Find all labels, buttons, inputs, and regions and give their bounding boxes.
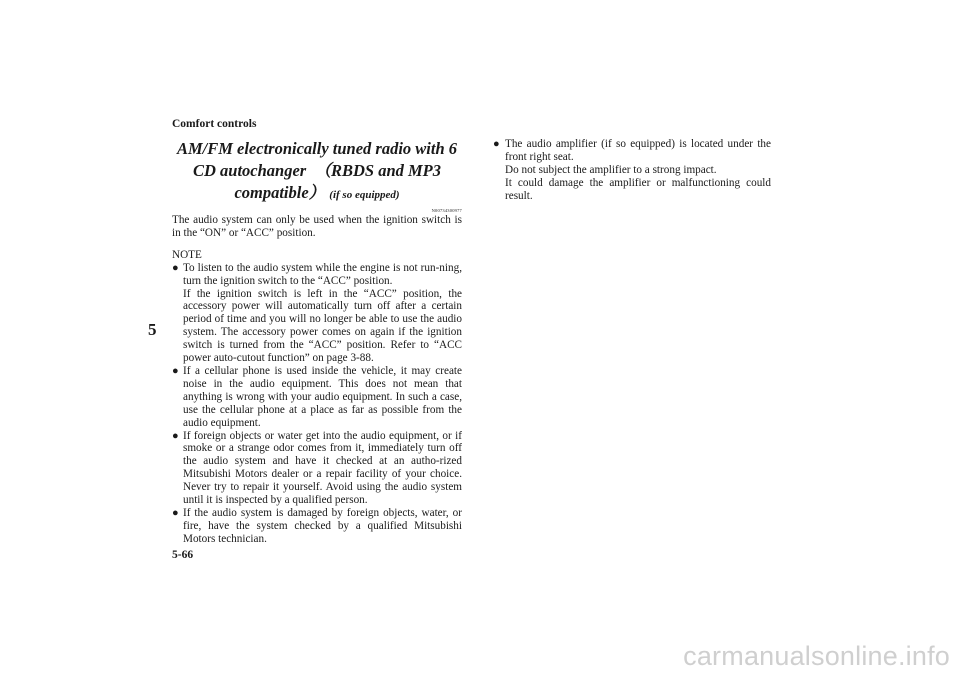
- note-item: [172, 262, 462, 365]
- note-list: [172, 262, 462, 546]
- note-item: [172, 430, 462, 507]
- note-item: [493, 138, 771, 203]
- note-item: [172, 507, 462, 546]
- left-column: [172, 138, 462, 546]
- bullet-icon: ●: [172, 506, 179, 519]
- bullet-icon: ●: [493, 138, 500, 150]
- note-item-text: The audio amplifier (if so equipped) is located under the front right seat.: [505, 138, 771, 163]
- note-item-text: If the audio system is damaged by foreign objects, water, or fire, have the system checked by a qualified Mitsubishi Motors technician.: [183, 506, 462, 545]
- note-label: NOTE: [172, 248, 202, 261]
- section-title: [172, 138, 462, 206]
- watermark: carmanualsonline.info: [683, 641, 950, 671]
- right-column: [493, 138, 771, 203]
- page-number: 5-66: [172, 549, 194, 561]
- intro-paragraph: The audio system can only be used when the ignition switch is in the “ON” or “ACC” position.: [172, 214, 462, 239]
- section-header: Comfort controls: [172, 118, 257, 130]
- note-item-continuation: If the ignition switch is left in the “ACC” position, the accessory power will automatically turn off after a certain period of time and you will no longer be able to use the audio system. The accessory power comes on again if the ignition switch is turned from the “ACC” position. Refer to “ACC power auto-cutout function” on page 3-88.: [183, 287, 462, 365]
- note-item-text: If a cellular phone is used inside the vehicle, it may create noise in the audio equipment. This does not mean that anything is wrong with your audio equipment. In such a case, use the cellular phone at a place as far as possible from the audio equipment.: [183, 364, 462, 429]
- bullet-icon: ●: [172, 261, 179, 274]
- chapter-tab: 5: [148, 320, 157, 339]
- note-item-line-2: Do not subject the amplifier to a strong impact.: [505, 163, 717, 176]
- bullet-icon: ●: [172, 429, 179, 442]
- note-item-text: If foreign objects or water get into the audio equipment, or if smoke or a strange odor comes from it, immediately turn off the audio system and have it checked at an autho-rized Mitsubishi Motors dealer or a repair facility of your choice. Never try to repair it yourself. Avoid using the audio system until it is inspected by a qualified person.: [183, 429, 462, 507]
- note-item-line-3: It could damage the amplifier or malfunctioning could result.: [505, 176, 771, 202]
- note-item: [172, 365, 462, 430]
- title-line-1: AM/FM electronically tuned radio with 6: [176, 139, 458, 158]
- title-line-2: CD autochanger （RBDS and MP3: [192, 161, 441, 180]
- title-qualifier: (if so equipped): [329, 189, 400, 201]
- bullet-icon: ●: [172, 364, 179, 377]
- right-note-list: [493, 138, 771, 203]
- note-item-text: To listen to the audio system while the engine is not run-ning, turn the ignition switch to the “ACC” position.: [183, 261, 462, 287]
- reference-code: N00734300977: [431, 208, 462, 213]
- title-line-3: compatible）: [234, 183, 326, 202]
